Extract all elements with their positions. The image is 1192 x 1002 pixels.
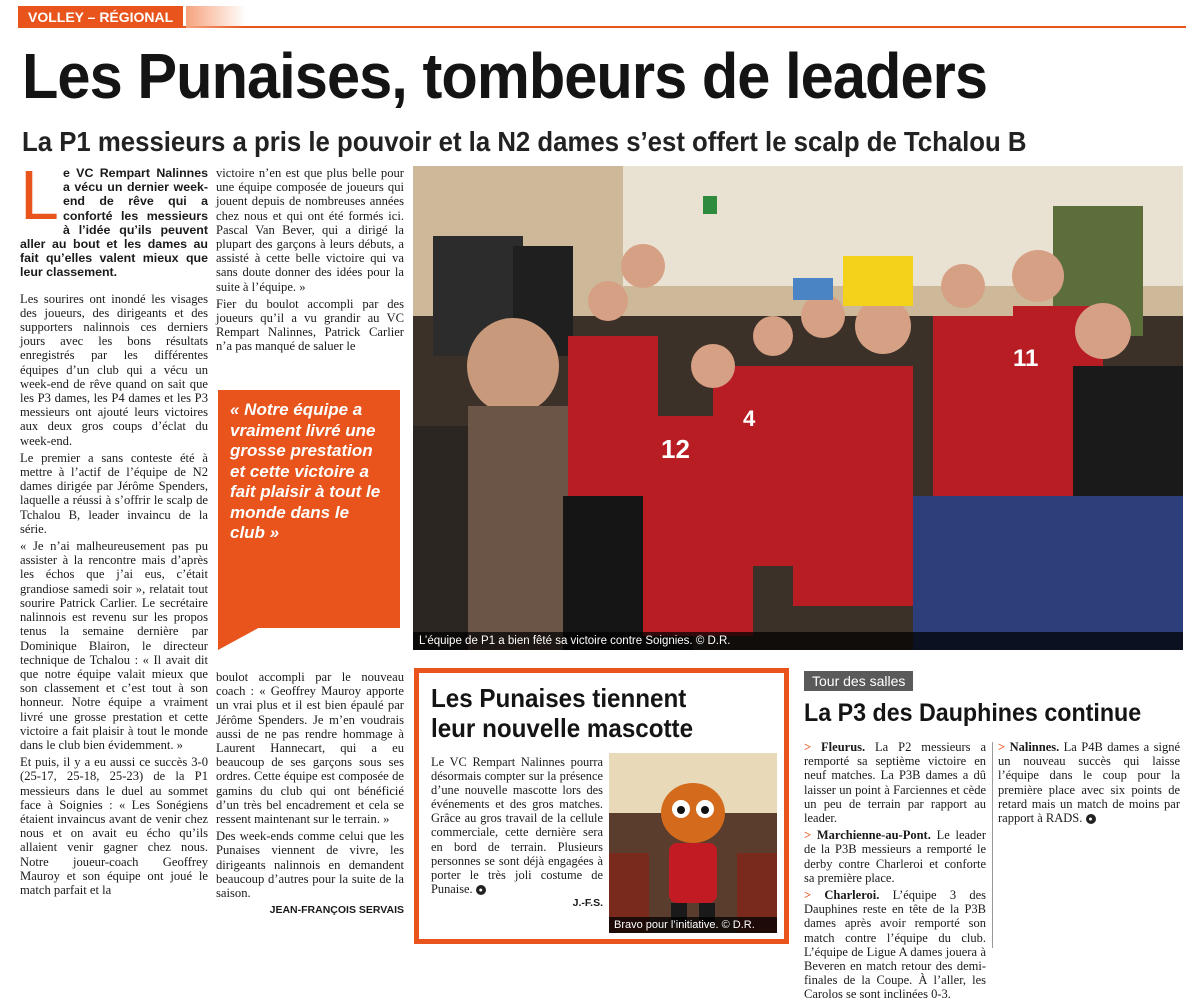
article-column-2-bottom: [216, 670, 404, 950]
tour-item: > Nalinnes. La P4B dames a signé un nouveau succès qui laisse l’équipe dans le coup pour la première place avec six points de retard mais un match de moins par rapport à RADS. ●: [998, 740, 1180, 826]
article-paragraph: boulot accompli par le nouveau coach : « Geoffrey Mauroy apporte un vrai plus et il est bien épaulé par Jérôme Spenders. Je m’en voudrais aussi de ne pas rendre hommage à Laurent Hannecart, qui a eu beaucoup de ses garçons sous ses ordres. Cette équipe est composée de gamins du club qui ont bénéficié d’un très bel encadrement et cela se ressent maintenant sur le terrain. »: [216, 670, 404, 827]
tour-tag: Tour des salles: [804, 671, 913, 691]
bullet-arrow-icon: >: [804, 888, 825, 903]
mascot-illustration: [609, 753, 777, 933]
mascot-title-line-1: Les Punaises tiennent: [431, 683, 687, 713]
bullet-arrow-icon: >: [804, 740, 822, 754]
mascot-photo-caption: Bravo pour l’initiative. © D.R.: [609, 917, 777, 933]
subheadline: La P1 messieurs a pris le pouvoir et la N2 dames s’est offert le scalp de Tchalou B: [22, 126, 1027, 157]
article-paragraph: Les sourires ont inondé les visages des joueurs, des dirigeants et des supporters nalinnois ces derniers jours avec les bons résultats enregistrés par les différentes équipes d’un club qui a vécu un week-end de rêve quand on sait que les P3 dames, les P4 dames et les P3 messieurs ont ajouté leurs victoires aux deux gros coups d’éclat du week-end.: [20, 291, 208, 448]
article-paragraph: Et puis, il y a eu aussi ce succès 3-0 (25-17, 25-18, 25-23) de la P1 messieurs dans le duel au sommet face à Soignies : « Les Sonégiens étaient invaincus avant de venir chez nous et on avait eu écho qu’ils allaient venir gagner chez nous. Notre joueur-coach Geoffrey Mauroy et son équipe ont joué le match parfait et la: [20, 755, 208, 897]
article-column-2-top: [216, 166, 404, 386]
author-signature: JEAN-FRANÇOIS SERVAIS: [269, 904, 404, 917]
tour-title: La P3 des Dauphines continue: [804, 699, 1142, 727]
svg-text:4: 4: [743, 406, 756, 431]
article-lead: e VC Rempart Nalinnes a vécu un dernier week-end de rêve qui a conforté les messieurs à l’idée qu’ils peuvent aller au bout et les dames au fait qu’elles valent mieux que leur classement.: [20, 166, 208, 280]
team-photo-illustration: [413, 166, 1183, 650]
end-mark-icon: ●: [1086, 814, 1096, 824]
mascot-author: J.-F.S.: [572, 896, 603, 909]
tour-item: > Marchienne-au-Pont. Le leader de la P3B messieurs a remporté le derby contre Charleroi et conforte sa première place.: [804, 828, 986, 885]
tour-item: > Fleurus. La P2 messieurs a remporté sa septième victoire en neuf matches. La P3B dames a dû laisser un point à Farciennes et cède un peu de terrain par rapport au leader.: [804, 740, 986, 826]
mascot-text: Le VC Rempart Nalinnes pourra désormais compter sur la présence d’une nouvelle mascotte lors des événements et des gros matches. Grâce au gros travail de la cellule commerciale, cette dernière sera en bord de terrain. Plusieurs personnes se sont déjà engagées à porter le très joli costume de Punaise. ● J.-F.S.: [431, 755, 603, 909]
tour-item: > Charleroi. L’équipe 3 des Dauphines reste en tête de la P3B dames après avoir remporté son match contre l’équipe du club. L’équipe de Ligue A dames jouera à Beveren en match retour des demi-finales de la Coupe. À l’aller, les Carolos se sont inclinées 0-3.: [804, 888, 987, 1002]
article-paragraph: victoire n’en est que plus belle pour une équipe composée de joueurs qui jouent depuis de nombreuses années chez nous et qui ont été formés ici. Pascal Van Bever, qui a dirigé la plupart des garçons à leurs débuts, a assisté à cette belle victoire qui va sans doute donner des idées pour la suite à l’équipe. »: [216, 166, 404, 294]
article-column-1: [20, 156, 208, 952]
bullet-arrow-icon: >: [998, 740, 1010, 754]
article-paragraph: Le premier a sans conteste été à mettre à l’actif de l’équipe de N2 dames dirigée par Jérôme Spenders, laquelle a réussi à s’offrir le scalp de Tchalou B, leader invaincu de la série.: [20, 450, 208, 536]
team-photo: [413, 166, 1183, 650]
article-paragraph: Fier du boulot accompli par des joueurs qu’il a vu grandir au VC Rempart Nalinnes, Patrick Carlier n’a pas manqué de saluer le: [216, 296, 404, 354]
article-paragraph: Des week-ends comme celui que les Punaises viennent de vivre, les dirigeants nalinnois en demandent beaucoup d’autres pour la suite de la saison.: [216, 829, 404, 901]
pull-quote-text: « Notre équipe a vraiment livré une grosse prestation et cette victoire a fait plaisir à tout le monde dans le club »: [230, 400, 381, 542]
bullet-arrow-icon: >: [804, 828, 817, 843]
mascot-title-line-2: leur nouvelle mascotte: [431, 713, 694, 743]
section-rubric: VOLLEY – RÉGIONAL: [18, 6, 183, 28]
rubric-bar: [18, 6, 1186, 28]
tour-column-1: [804, 740, 987, 1002]
photo-caption: L’équipe de P1 a bien fêté sa victoire contre Soignies. © D.R.: [413, 632, 1183, 650]
column-divider: [992, 742, 993, 948]
rubric-decoration: [186, 6, 246, 28]
end-mark-icon: ●: [476, 885, 486, 895]
tour-column-2: [998, 740, 1180, 952]
svg-text:12: 12: [661, 434, 690, 464]
svg-text:11: 11: [1013, 345, 1039, 372]
mascot-photo: [609, 753, 777, 933]
headline: Les Punaises, tombeurs de leaders: [22, 40, 988, 112]
drop-cap: L: [20, 156, 59, 234]
pull-quote-tail: [218, 626, 262, 650]
mascot-box: [414, 668, 789, 944]
pull-quote: [218, 390, 400, 628]
article-paragraph: « Je n’ai malheureusement pas pu assister à la rencontre mais d’après les échos que j’ai eus, c’était grandiose samedi soir », relatait tout sourire Patrick Carlier. Le secrétaire nalinnois est revenu sur les propos tenus la semaine dernière par Dominique Blairon, le directeur technique de Tchalou : « Il avait dit que notre équipe valait mieux que son classement et c’est tout à son honneur. Notre équipe a vraiment livré une grosse prestation et cette victoire a fait plaisir à tout le monde dans le club bien évidemment. »: [20, 539, 208, 752]
